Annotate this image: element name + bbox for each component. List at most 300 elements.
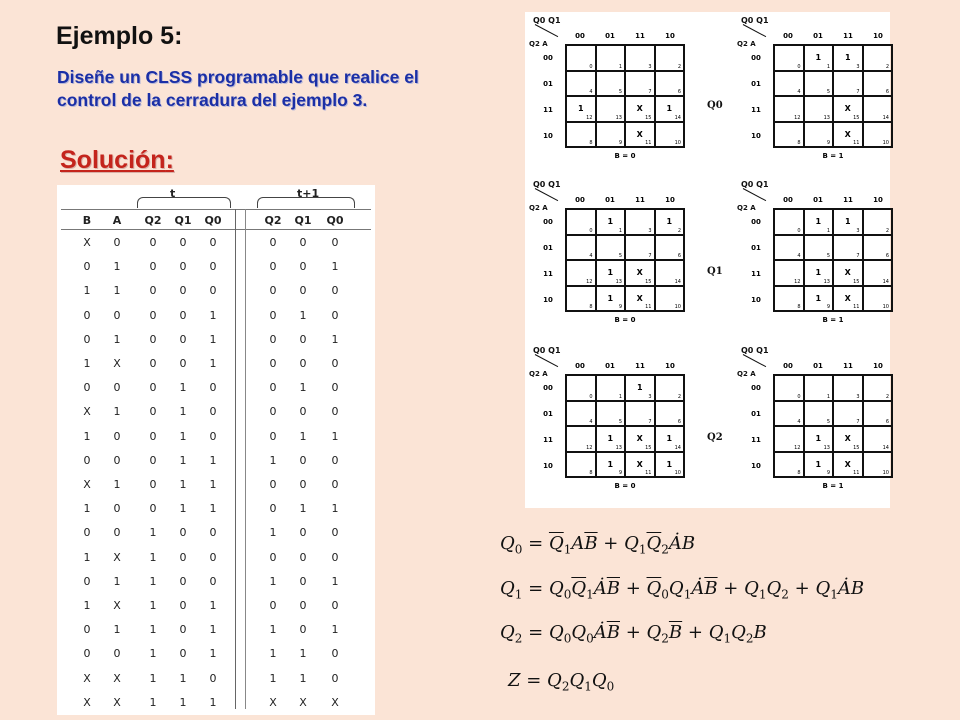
table-cell: 1 (149, 623, 157, 637)
table-cell: 0 (113, 526, 121, 540)
kmap-cell-index: 8 (589, 470, 593, 476)
kmap-cell-index: 3 (856, 227, 860, 234)
kmap-cell (833, 71, 863, 97)
kmap-column-label: 01 (605, 362, 615, 370)
kmap-cell-index: 2 (677, 393, 681, 400)
kmap-cell-index: 8 (797, 470, 801, 476)
table-cell: 0 (149, 453, 157, 467)
kmap-column-label: 11 (843, 362, 853, 370)
kmap-cell (625, 45, 655, 71)
table-cell: 1 (299, 429, 307, 443)
kmap-cell (804, 452, 834, 478)
kmap-cell-index: 1 (826, 393, 830, 400)
kmap-cell-index: 5 (826, 419, 830, 425)
kmap-cell (804, 286, 834, 312)
kmap-cell-value: X (636, 293, 643, 303)
table-cell: 0 (269, 502, 277, 516)
kmap-cell-index: 4 (797, 89, 801, 95)
kmap-cell-index: 7 (856, 253, 860, 259)
kmap-cell-value: X (636, 459, 643, 469)
table-cell: 1 (149, 550, 157, 564)
table-cell: 1 (83, 502, 91, 516)
table-cell: 0 (209, 574, 217, 588)
table-cell: 0 (269, 550, 277, 564)
kmap-caption: B = 1 (822, 316, 844, 324)
kmap-cell-index: 0 (797, 63, 801, 70)
karnaugh-map (529, 178, 685, 338)
kmap-cell (655, 286, 685, 312)
kmap-cell (625, 452, 655, 478)
solution-heading (60, 146, 174, 175)
table-cell: 0 (113, 429, 121, 443)
table-cell: 1 (83, 357, 91, 370)
kmap-cell (625, 122, 655, 148)
column-divider-2 (245, 209, 246, 709)
table-cell: 0 (113, 453, 121, 467)
equation-z: $Z = Q_2Q_1Q_0$ (508, 670, 615, 694)
kmap-grid (773, 374, 893, 478)
table-cell: X (83, 671, 91, 685)
kmap-column-label: 10 (873, 362, 883, 370)
table-cell: 0 (179, 236, 187, 249)
kmap-row-vars: Q2 A (529, 204, 548, 212)
kmap-cell-value: 1 (607, 434, 614, 444)
column-header: Q2 (264, 214, 282, 227)
kmap-cell-index: 1 (618, 227, 622, 234)
truth-table (57, 185, 375, 715)
table-cell: 0 (269, 332, 277, 346)
table-cell: 0 (209, 429, 217, 443)
kmap-output-label: Q1 (707, 266, 723, 277)
kmap-row-label: 01 (751, 80, 761, 88)
equation-q0: $Q_0 = \overline{Q}_1A\overline{B}$ + $Q_1\overline{Q}_2ȦB$ (500, 533, 696, 557)
table-cell: X (113, 550, 121, 564)
kmap-row-label: 00 (751, 218, 761, 226)
kmap-row-label: 00 (543, 54, 553, 62)
table-cell: 0 (179, 647, 187, 661)
table-cell: 0 (113, 381, 121, 395)
table-cell: 0 (299, 623, 307, 637)
table-cell: 1 (179, 671, 187, 685)
table-cell: 0 (83, 332, 91, 346)
table-cell: X (113, 357, 121, 370)
table-cell: 1 (331, 332, 339, 346)
kmap-cell-index: 4 (589, 419, 593, 425)
table-cell: 0 (149, 284, 157, 298)
kmap-cell (566, 401, 596, 427)
table-cell: 0 (269, 260, 277, 274)
table-cell: 1 (83, 599, 91, 612)
kmap-row-label: 00 (543, 218, 553, 226)
kmap-cell-index: 8 (589, 140, 593, 146)
kmap-cell-value: 1 (666, 104, 673, 114)
kmap-cell (655, 209, 685, 235)
kmap-cell-index: 7 (856, 419, 860, 425)
table-cell: 1 (299, 308, 307, 322)
kmap-cell-value: X (844, 459, 851, 469)
table-cell: 0 (269, 357, 277, 370)
kmap-cell (833, 122, 863, 148)
table-cell: 0 (331, 647, 339, 661)
kmap-grid (565, 208, 685, 312)
kmap-cell (566, 452, 596, 478)
table-cell: X (83, 695, 91, 709)
kmap-caption: B = 0 (614, 316, 636, 324)
kmap-cell (566, 122, 596, 148)
kmap-cell (655, 45, 685, 71)
group-label-t1: t+1 (297, 187, 320, 200)
table-cell: X (299, 695, 307, 709)
brace-t1 (257, 197, 355, 208)
kmap-cell-value: 1 (844, 217, 851, 227)
column-header: B (82, 214, 92, 227)
table-cell: 1 (209, 599, 217, 612)
table-cell: 0 (299, 357, 307, 370)
table-cell: 1 (179, 429, 187, 443)
table-cell: 1 (269, 623, 277, 637)
kmap-cell (804, 122, 834, 148)
kmap-column-label: 00 (783, 362, 793, 370)
kmap-cell (774, 286, 804, 312)
kmap-cell (566, 45, 596, 71)
kmap-cell (566, 209, 596, 235)
kmap-cell-value: 1 (815, 459, 822, 469)
table-cell: 0 (209, 260, 217, 274)
kmap-cell-index: 4 (797, 419, 801, 425)
kmap-cell-index: 1 (826, 63, 830, 70)
table-cell: 0 (179, 599, 187, 612)
table-cell: X (269, 695, 277, 709)
kmap-cell-index: 2 (885, 393, 889, 400)
kmap-cell-index: 12 (586, 444, 593, 451)
table-cell: 0 (331, 550, 339, 564)
kmap-cell-index: 11 (853, 470, 860, 476)
kmap-row-vars: Q2 A (737, 204, 756, 212)
kmap-cell (566, 235, 596, 261)
kmap-cell (833, 260, 863, 286)
kmap-row-label: 01 (751, 244, 761, 252)
kmap-cell (655, 426, 685, 452)
kmap-cell-index: 7 (648, 253, 652, 259)
kmap-diagonal (743, 354, 766, 367)
kmap-cell-index: 5 (618, 89, 622, 95)
column-header: A (112, 214, 122, 227)
problem-statement: Diseñe un CLSS programable que realice el control de la cerradura del ejemplo 3. (57, 67, 419, 110)
table-top-rule (61, 209, 371, 210)
kmap-cell (804, 401, 834, 427)
table-cell: 0 (83, 260, 91, 274)
karnaugh-map (737, 14, 893, 174)
kmap-row-label: 01 (543, 244, 553, 252)
table-cell: 1 (209, 647, 217, 661)
table-cell: 1 (209, 308, 217, 322)
kmap-cell-index: 4 (797, 253, 801, 259)
kmap-cell (596, 452, 626, 478)
kmap-cell (804, 209, 834, 235)
table-cell: 0 (299, 284, 307, 298)
kmap-cell-index: 3 (648, 393, 652, 400)
kmap-cell (566, 96, 596, 122)
kmap-column-label: 11 (843, 32, 853, 40)
table-cell: 0 (149, 405, 157, 419)
karnaugh-map (529, 344, 685, 504)
kmap-cell (863, 71, 893, 97)
table-cell: 0 (83, 308, 91, 322)
table-cell: 1 (83, 550, 91, 564)
kmap-diagonal (535, 188, 558, 201)
table-cell: 1 (209, 357, 217, 370)
kmap-cell (596, 209, 626, 235)
table-cell: 0 (269, 381, 277, 395)
kmap-caption: B = 0 (614, 152, 636, 160)
kmap-cell (863, 426, 893, 452)
table-cell: 1 (331, 574, 339, 588)
table-cell: 1 (113, 478, 121, 491)
kmap-column-label: 11 (635, 32, 645, 40)
karnaugh-map (737, 344, 893, 504)
table-cell: 0 (331, 453, 339, 467)
kmap-cell (596, 45, 626, 71)
kmap-cell (566, 426, 596, 452)
kmap-cell (566, 71, 596, 97)
equation-q2: $Q_2$ = $Q_0Q_0Ȧ\overline{B} + Q_2\overline{B} + Q_1Q_2B$ (500, 622, 767, 646)
kmap-cell (863, 375, 893, 401)
table-cell: 0 (299, 453, 307, 467)
kmap-cell (625, 96, 655, 122)
kmap-row-vars: Q2 A (529, 40, 548, 48)
kmap-cell (566, 260, 596, 286)
table-cell: 0 (83, 623, 91, 637)
group-label-t: t (170, 187, 176, 200)
kmap-cell-index: 15 (645, 444, 652, 451)
kmap-output-label: Q0 (707, 100, 723, 111)
kmap-cell-index: 5 (826, 89, 830, 95)
kmap-cell-index: 11 (853, 304, 860, 310)
table-cell: 0 (179, 526, 187, 540)
kmap-cell-index: 10 (882, 470, 889, 476)
table-cell: 0 (299, 599, 307, 612)
kmap-column-label: 10 (665, 362, 675, 370)
kmap-cell-index: 3 (856, 63, 860, 70)
table-cell: 0 (179, 260, 187, 274)
table-cell: 0 (331, 599, 339, 612)
kmap-cell (804, 45, 834, 71)
table-cell: X (331, 695, 339, 709)
kmap-cell (596, 375, 626, 401)
kmap-row-label: 01 (543, 410, 553, 418)
table-cell: 1 (149, 647, 157, 661)
table-cell: 0 (299, 332, 307, 346)
kmap-cell-index: 14 (674, 114, 681, 121)
kmap-cell-index: 13 (823, 278, 830, 285)
kmap-cell (833, 235, 863, 261)
table-cell: 0 (269, 429, 277, 443)
table-cell: 1 (149, 671, 157, 685)
table-cell: 0 (149, 332, 157, 346)
kmap-cell-index: 9 (618, 304, 622, 310)
table-cell: 0 (83, 526, 91, 540)
kmap-cell-index: 4 (589, 253, 593, 259)
table-cell: 0 (209, 526, 217, 540)
table-cell: 0 (209, 671, 217, 685)
kmap-row-vars: Q2 A (737, 40, 756, 48)
kmap-cell-value: X (844, 268, 851, 278)
kmap-cell-index: 13 (615, 444, 622, 451)
table-cell: 0 (331, 308, 339, 322)
kmap-cell-index: 15 (645, 278, 652, 285)
table-cell: 0 (331, 357, 339, 370)
solution-label: Solución (60, 146, 166, 174)
kmap-cell-index: 8 (589, 304, 593, 310)
kmap-cell-index: 11 (645, 140, 652, 146)
table-cell: 0 (299, 574, 307, 588)
kmap-cell (804, 260, 834, 286)
kmap-cell-index: 6 (885, 419, 889, 425)
column-header: Q0 (326, 214, 344, 227)
kmap-cell (804, 426, 834, 452)
table-cell: 0 (149, 236, 157, 249)
kmap-cell (774, 235, 804, 261)
kmap-cell-index: 6 (677, 89, 681, 95)
table-cell: 0 (209, 236, 217, 249)
kmap-row-label: 01 (543, 80, 553, 88)
kmap-caption: B = 0 (614, 482, 636, 490)
table-cell: 0 (269, 599, 277, 612)
kmap-cell-index: 12 (794, 444, 801, 451)
table-cell: 1 (269, 453, 277, 467)
table-cell: 1 (179, 502, 187, 516)
kmap-cell-index: 6 (677, 419, 681, 425)
table-cell: 0 (149, 260, 157, 274)
kmap-cell-value: 1 (607, 459, 614, 469)
brace-t (137, 197, 231, 208)
table-cell: 1 (299, 502, 307, 516)
kmap-cell-index: 14 (882, 278, 889, 285)
kmap-cell (774, 452, 804, 478)
kmap-row-label: 11 (543, 270, 553, 278)
table-cell: 1 (113, 574, 121, 588)
table-cell: 0 (331, 478, 339, 491)
kmap-cell-index: 12 (794, 114, 801, 121)
kmap-cell-index: 0 (797, 393, 801, 400)
karnaugh-map (529, 14, 685, 174)
kmap-cell (625, 375, 655, 401)
kmap-cell-index: 11 (645, 304, 652, 310)
table-cell: 1 (299, 647, 307, 661)
kmap-cell (655, 401, 685, 427)
kmap-cell-index: 5 (618, 419, 622, 425)
kmap-cell (774, 122, 804, 148)
kmap-column-vars: Q0 Q1 (533, 16, 561, 25)
kmap-row-label: 11 (751, 270, 761, 278)
kmap-cell (833, 45, 863, 71)
table-cell: 0 (331, 236, 339, 249)
table-cell: 0 (209, 405, 217, 419)
slide-title: Ejemplo 5: (56, 22, 183, 50)
kmap-row-label: 11 (543, 436, 553, 444)
kmap-cell-value: 1 (636, 383, 643, 393)
table-cell: 1 (331, 260, 339, 274)
kmap-cell-index: 10 (882, 140, 889, 146)
kmap-grid (773, 208, 893, 312)
table-cell: 1 (113, 405, 121, 419)
kmap-cell-index: 9 (826, 304, 830, 310)
table-cell: 0 (83, 381, 91, 395)
table-cell: 1 (113, 260, 121, 274)
table-cell: 0 (149, 308, 157, 322)
kmap-cell (833, 426, 863, 452)
table-cell: 1 (331, 429, 339, 443)
kmap-cell-index: 5 (826, 253, 830, 259)
table-cell: 0 (179, 332, 187, 346)
kmap-cell-index: 2 (677, 63, 681, 70)
kmap-row-label: 10 (751, 462, 761, 470)
kmap-column-label: 01 (813, 362, 823, 370)
kmap-column-label: 01 (813, 32, 823, 40)
table-cell: X (113, 599, 121, 612)
table-cell: 0 (269, 236, 277, 249)
kmap-cell (774, 45, 804, 71)
kmap-cell (863, 122, 893, 148)
kmap-cell (655, 260, 685, 286)
kmap-cell (596, 426, 626, 452)
kmap-cell-index: 10 (674, 470, 681, 476)
column-header: Q1 (294, 214, 312, 227)
solution-colon: : (165, 146, 174, 174)
column-header: Q1 (174, 214, 192, 227)
table-cell: 0 (269, 478, 277, 491)
kmap-cell (774, 260, 804, 286)
kmap-column-vars: Q0 Q1 (741, 180, 769, 189)
kmap-row-label: 00 (543, 384, 553, 392)
table-cell: 0 (149, 429, 157, 443)
equation-q1: $Q_1$ = $Q_0\overline{Q}_1Ȧ\overline{B}$ + $\overline{Q}_0Q_1Ȧ\overline{B} + Q_1Q_2$ + $Q_1ȦB$ (500, 578, 865, 602)
table-cell: 0 (299, 236, 307, 249)
kmap-cell-value: 1 (607, 217, 614, 227)
kmap-cell (863, 209, 893, 235)
table-cell: 1 (209, 695, 217, 709)
kmap-cell-index: 10 (674, 304, 681, 310)
kmap-column-label: 01 (813, 196, 823, 204)
kmap-cell (625, 401, 655, 427)
kmap-cell (863, 260, 893, 286)
table-cell: 0 (209, 550, 217, 564)
kmap-cell-index: 14 (674, 278, 681, 285)
kmap-cell (833, 96, 863, 122)
kmap-cell-index: 13 (823, 114, 830, 121)
kmap-cell-index: 10 (882, 304, 889, 310)
kmap-cell (774, 426, 804, 452)
table-cell: 0 (299, 405, 307, 419)
table-cell: 0 (83, 574, 91, 588)
kmap-cell (655, 235, 685, 261)
kmap-cell-value: 1 (815, 293, 822, 303)
table-cell: 1 (149, 574, 157, 588)
kmap-cell-value: X (844, 293, 851, 303)
kmap-grid (565, 44, 685, 148)
kmap-cell-index: 6 (885, 89, 889, 95)
table-cell: 0 (149, 357, 157, 370)
table-cell: 1 (209, 332, 217, 346)
kmap-row-label: 10 (543, 132, 553, 140)
kmap-cell (774, 209, 804, 235)
kmap-cell-index: 3 (856, 393, 860, 400)
kmap-cell-index: 0 (589, 227, 593, 234)
kmap-cell (596, 401, 626, 427)
table-cell: 0 (179, 623, 187, 637)
kmap-cell (625, 260, 655, 286)
table-cell: 1 (179, 478, 187, 491)
